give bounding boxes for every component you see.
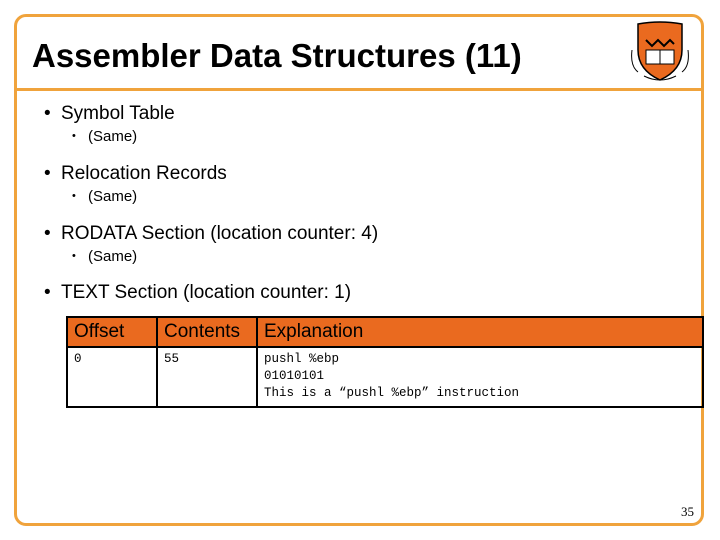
sub-bullet-text: (Same)	[88, 128, 138, 145]
sub-bullet-symbol-table	[72, 128, 137, 145]
bullet-rodata-section	[44, 223, 378, 245]
bullet-text-section	[44, 282, 351, 304]
slide-title: Assembler Data Structures (11)	[32, 37, 522, 74]
sub-bullet-text: (Same)	[88, 188, 138, 205]
bullet-dot: •	[72, 190, 76, 202]
bullet-dot: •	[44, 282, 51, 303]
explanation-line: This is a “pushl %ebp” instruction	[264, 386, 520, 400]
explanation-line: pushl %ebp	[264, 352, 340, 366]
sub-bullet-rodata-section	[72, 248, 137, 265]
table-header-row	[67, 317, 703, 347]
cell-explanation	[257, 347, 703, 407]
cell-contents: 55	[157, 347, 257, 407]
bullet-text: TEXT Section (location counter: 1)	[61, 282, 352, 303]
page-number: 35	[681, 504, 694, 519]
bullet-symbol-table	[44, 103, 175, 125]
explanation-line: 01010101	[264, 369, 325, 383]
text-section-table	[66, 316, 704, 408]
bullet-dot: •	[72, 130, 76, 142]
bullet-relocation-records	[44, 163, 227, 185]
header-explanation: Explanation	[257, 317, 703, 347]
bullet-text: RODATA Section (location counter: 4)	[61, 223, 379, 244]
header-offset: Offset	[67, 317, 157, 347]
sub-bullet-text: (Same)	[88, 248, 138, 265]
bullet-dot: •	[72, 250, 76, 262]
bullet-text: Symbol Table	[61, 103, 175, 124]
bullet-dot: •	[44, 103, 51, 124]
title-divider	[17, 88, 701, 91]
bullet-text: Relocation Records	[61, 163, 227, 184]
table-row	[67, 347, 703, 407]
bullet-dot: •	[44, 163, 51, 184]
header-contents: Contents	[157, 317, 257, 347]
cell-offset: 0	[67, 347, 157, 407]
sub-bullet-relocation-records	[72, 188, 137, 205]
princeton-shield-icon	[630, 20, 690, 84]
bullet-dot: •	[44, 223, 51, 244]
